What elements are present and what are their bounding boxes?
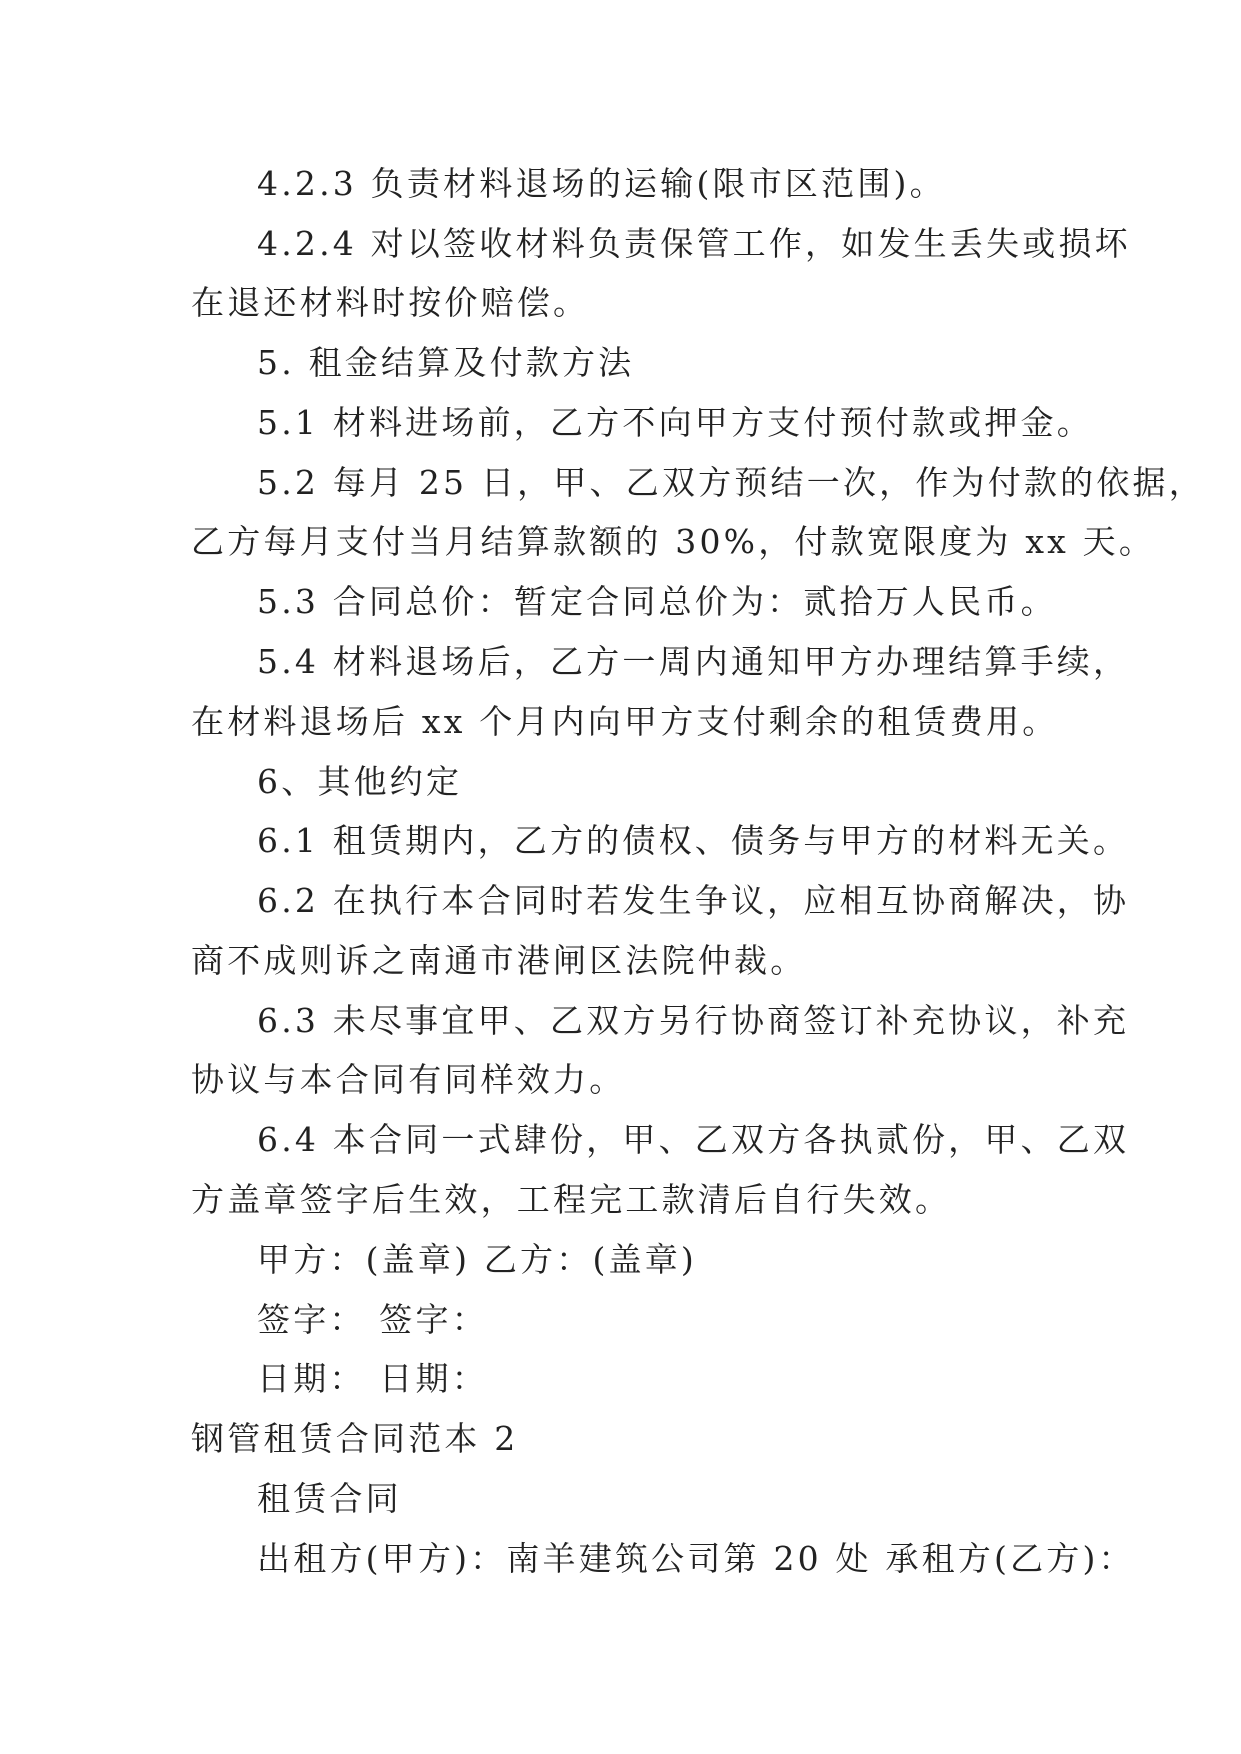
signature-date-line: 日期： 日期： [257,1359,488,1398]
clause-5-4-cont: 在材料退场后 xx 个月内向甲方支付剩余的租赁费用。 [191,702,1059,741]
parties-line: 出租方(甲方)：南羊建筑公司第 20 处 承租方(乙方)： [257,1539,1135,1578]
clause-6-2-cont: 商不成则诉之南通市港闸区法院仲裁。 [191,941,807,980]
clause-4-2-4-cont: 在退还材料时按价赔偿。 [191,283,590,322]
template-2-title: 钢管租赁合同范本 2 [191,1419,519,1458]
clause-4-2-4: 4.2.4 对以签收材料负责保管工作，如发生丢失或损坏 [257,224,1131,263]
clause-6-3-cont: 协议与本合同有同样效力。 [191,1060,626,1099]
clause-4-2-3: 4.2.3 负责材料退场的运输(限市区范围)。 [257,164,946,203]
clause-6-4: 6.4 本合同一式肆份，甲、乙双方各执贰份，甲、乙双 [257,1120,1130,1159]
clause-6-3: 6.3 未尽事宜甲、乙双方另行协商签订补充协议，补充 [257,1001,1130,1040]
clause-5-2-cont: 乙方每月支付当月结算款额的 30%，付款宽限度为 xx 天。 [191,522,1156,561]
clause-5-4: 5.4 材料退场后，乙方一周内通知甲方办理结算手续， [257,642,1130,681]
signature-sign-line: 签字： 签字： [257,1300,488,1339]
clause-6-2: 6.2 在执行本合同时若发生争议，应相互协商解决，协 [257,881,1130,920]
clause-6-4-cont: 方盖章签字后生效，工程完工款清后自行失效。 [191,1180,952,1219]
clause-5-2: 5.2 每月 25 日，甲、乙双方预结一次，作为付款的依据， [257,463,1205,502]
section-5-heading: 5. 租金结算及付款方法 [257,343,635,382]
clause-5-3: 5.3 合同总价：暂定合同总价为：贰拾万人民币。 [257,582,1057,621]
signature-parties-line: 甲方：(盖章) 乙方：(盖章) [257,1240,697,1279]
contract-title: 租赁合同 [257,1479,402,1518]
section-6-heading: 6、其他约定 [257,762,463,801]
clause-5-1: 5.1 材料进场前，乙方不向甲方支付预付款或押金。 [257,403,1093,442]
clause-6-1: 6.1 租赁期内，乙方的债权、债务与甲方的材料无关。 [257,821,1130,860]
